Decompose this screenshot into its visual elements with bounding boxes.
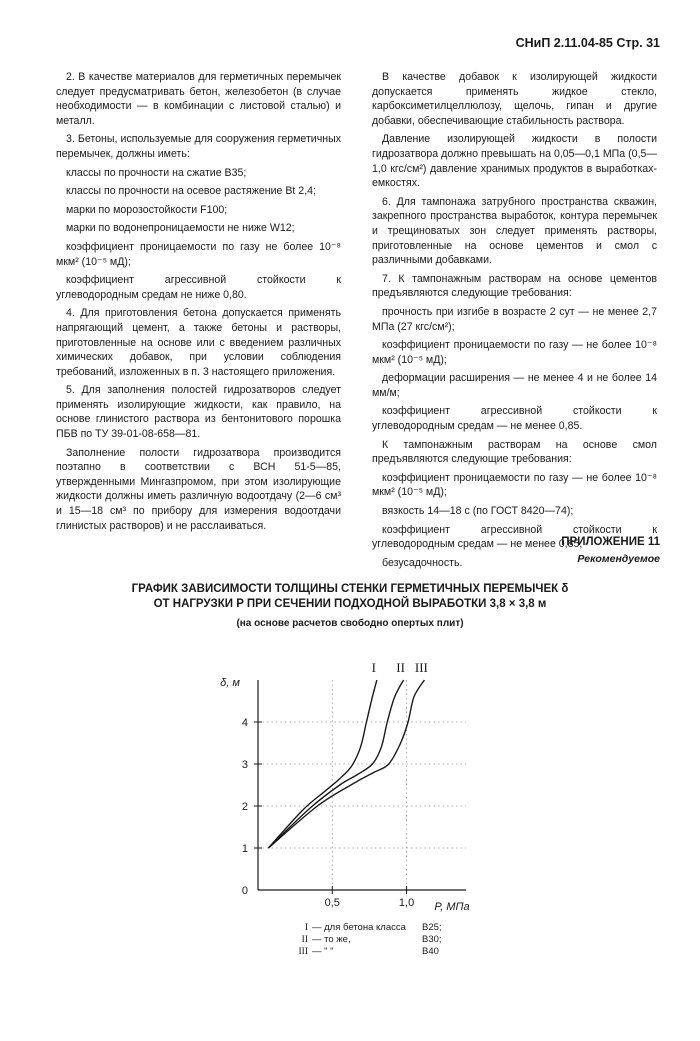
x-tick-label: 0,5	[324, 897, 340, 909]
legend-cls: B40	[422, 946, 439, 957]
y-tick-label: 4	[241, 717, 248, 729]
series-label: III	[414, 660, 428, 675]
left-paragraph: коэффициент проницаемости по газу не более 10⁻⁸ мкм² (10⁻⁵ мД);	[56, 240, 341, 268]
series-label: I	[371, 660, 377, 675]
legend-txt: — для бетона класса	[312, 922, 406, 933]
legend-cls: B30;	[422, 934, 442, 945]
legend-row	[290, 922, 462, 934]
series-line	[268, 680, 424, 848]
document-code: СНиП 2.11.04-85 Стр. 31	[515, 36, 660, 50]
x-axis-label: P, МПа	[434, 901, 470, 913]
y-tick-label: 3	[241, 759, 248, 771]
right-paragraph: К тампонажным растворам на основе смол предъявляются следующие требования:	[372, 438, 657, 466]
x-tick-label: 1,0	[398, 897, 415, 909]
chart-legend	[290, 922, 462, 958]
legend-cls: B25;	[422, 922, 442, 933]
right-paragraph: коэффициент агрессивной стойкости к углеводородным средам — не менее 0,85.	[372, 405, 657, 433]
appendix-label: ПРИЛОЖЕНИЕ 11	[561, 536, 660, 548]
right-paragraph: безусадочность.	[382, 556, 463, 569]
right-paragraph: деформации расширения — не менее 4 и не более 14 мм/м;	[372, 372, 657, 399]
y-axis-label: δ, м	[220, 677, 240, 689]
y-tick-label: 0	[241, 885, 248, 897]
right-paragraph: Давление изолирующей жидкости в полости гидрозатвора должно превышать на 0,05—0,1 МПа (0,5—1,0 кгс/см²) давление хранимых продуктов в выработках-емкостях.	[372, 133, 657, 190]
legend-row	[290, 946, 462, 958]
figure-title-line2: ОТ НАГРУЗКИ P ПРИ СЕЧЕНИИ ПОДХОДНОЙ ВЫРАБОТКИ 3,8 × 3,8 м	[153, 598, 547, 610]
legend-txt: — " "	[312, 946, 334, 957]
legend-num: II	[301, 935, 308, 945]
left-paragraph: классы по прочности на сжатие В35;	[66, 166, 247, 179]
legend-txt: — то же,	[312, 934, 351, 945]
left-paragraph: 5. Для заполнения полостей гидрозатворов следует применять изолирующие жидкости, как правило, на основе глинистого раствора из бентонитового порошка ПБВ по ТУ 39-01-08-658—81.	[56, 384, 341, 441]
right-paragraph: коэффициент проницаемости по газу — не более 10⁻⁸ мкм² (10⁻⁵ мД);	[372, 471, 657, 499]
series-label: II	[396, 660, 405, 675]
legend-num: III	[298, 947, 308, 957]
left-paragraph: классы по прочности на осевое растяжение Bt 2,4;	[66, 185, 316, 198]
figure-subtitle: (на основе расчетов свободно опертых плит)	[236, 618, 464, 629]
left-paragraph: марки по морозостойкости F100;	[66, 203, 228, 216]
right-paragraph: коэффициент агрессивной стойкости к углеводородным средам — не менее 0,85;	[372, 523, 657, 551]
y-tick-label: 2	[241, 801, 248, 813]
series-line	[268, 680, 376, 848]
legend-num: I	[304, 923, 308, 933]
left-paragraph: Заполнение полости гидрозатвора производится поэтапно в соответствии с ВСН 51-5—85, утвержденными Мингазпромом, при этом изолирующие жидкости должны иметь различную водоотдачу (2—6 см³ и 15—18 см³ по прибору для измерения водоотдачи глинистых растворов) и не расслаиваться.	[56, 446, 341, 532]
y-tick-label: 1	[241, 843, 248, 855]
left-paragraph: коэффициент агрессивной стойкости к углеводородным средам не ниже 0,80.	[56, 274, 341, 301]
left-paragraph: 4. Для приготовления бетона допускается применять напрягающий цемент, а также бетоны и растворы, приготовленные на основе или с введением различных химических добавок, при условии соблюдения требований, изложенных в п. 3 настоящего приложения.	[56, 307, 341, 378]
figure-title-line1: ГРАФИК ЗАВИСИМОСТИ ТОЛЩИНЫ СТЕНКИ ГЕРМЕТИЧНЫХ ПЕРЕМЫЧЕК δ	[131, 583, 569, 595]
left-paragraph: 3. Бетоны, используемые для сооружения герметичных перемычек, должны иметь:	[56, 133, 341, 160]
left-paragraph: марки по водонепроницаемости не ниже W12;	[66, 222, 295, 235]
right-paragraph: коэффициент проницаемости по газу — не более 10⁻⁸ мкм² (10⁻⁵ мД);	[372, 339, 657, 366]
legend-row	[290, 934, 462, 946]
left-paragraph: 2. В качестве материалов для герметичных перемычек следует предусматривать бетон, железобетон (в случае необходимости — в комбинации с листовой сталью) и металл.	[56, 71, 341, 127]
right-paragraph: 6. Для тампонажа затрубного пространства скважин, закрепного пространства выработок, контура перемычек и трещиноватых зон следует применять растворы, приготовленные на основе цементов и смол с различными добавками.	[372, 195, 657, 267]
right-paragraph: прочность при изгибе в возрасте 2 сут — не менее 2,7 МПа (27 кгс/см²);	[372, 305, 657, 333]
appendix-status: Рекомендуемое	[577, 553, 660, 565]
right-paragraph: вязкость 14—18 с (по ГОСТ 8420—74);	[382, 505, 574, 518]
right-paragraph: В качестве добавок к изолирующей жидкости допускается применять жидкое стекло, карбоксиметилцеллюлозу, щелочь, гипан и другие добавки, обеспечивающие стабильность раствора.	[372, 71, 657, 127]
right-paragraph: 7. К тампонажным растворам на основе цементов предъявляются следующие требования:	[372, 272, 657, 300]
